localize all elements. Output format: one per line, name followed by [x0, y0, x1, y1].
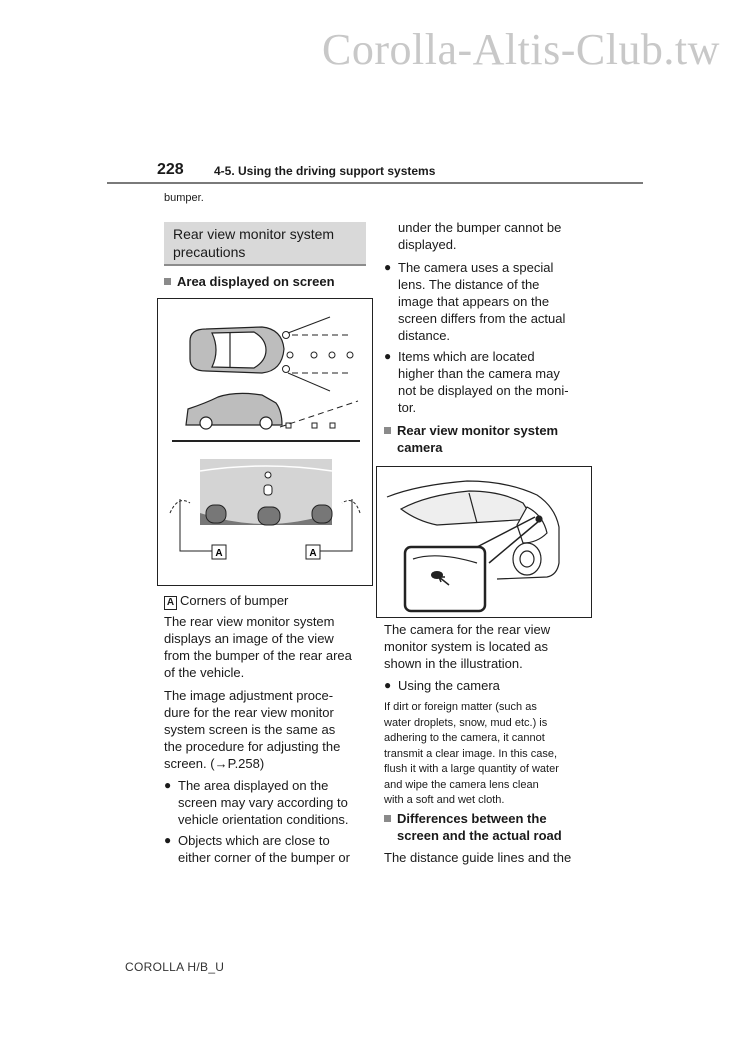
area-diagram-svg: [158, 299, 372, 585]
subheading-area-displayed: Area displayed on screen: [164, 273, 335, 290]
label-a-marker: [212, 545, 320, 559]
bullet-using-camera: ● Using the camera: [384, 678, 500, 693]
footer-model-code: COROLLA H/B_U: [125, 960, 225, 974]
section-title: 4-5. Using the driving support systems: [214, 164, 436, 178]
svg-text:A: A: [309, 548, 317, 559]
square-bullet-icon: [164, 278, 171, 285]
bullet-dot-icon: ●: [384, 260, 392, 274]
square-bullet-icon: [384, 815, 391, 822]
watermark: Corolla-Altis-Club.tw: [322, 25, 720, 74]
page-number: 228: [157, 161, 184, 178]
area-displayed-figure: [157, 298, 373, 586]
bullet-dot-icon: ●: [164, 778, 172, 792]
bullet-dot-icon: ●: [164, 833, 172, 847]
car-side-view-icon: [186, 393, 282, 429]
bullet-dot-icon: ●: [384, 349, 392, 363]
camera-location-svg: [377, 467, 591, 617]
continued-paragraph: under the bumper cannot be displayed.: [398, 220, 562, 252]
monitor-view-icon: [200, 459, 332, 525]
subheading-differences: Differences between the screen and the actual road: [384, 810, 562, 844]
subheading-camera: Rear view monitor system camera: [384, 422, 558, 456]
section-heading-line1: Rear view monitor system: [173, 226, 335, 242]
bullet-area-varies: ● The area displayed on the screen may vary according to vehicle orientation conditions.: [164, 778, 349, 827]
svg-text:A: A: [215, 548, 223, 559]
camera-closeup-icon: [405, 547, 485, 611]
paragraph-description: The rear view monitor system displays an image of the view from the bumper of the rear area of the vehicle.: [164, 614, 352, 680]
section-heading: [164, 222, 366, 266]
caption-label: A: [164, 596, 177, 610]
figure-caption: A Corners of bumper: [164, 592, 288, 610]
bullet-special-lens: ● The camera uses a special lens. The distance of the image that appears on the screen differs from the actual distance.: [384, 260, 566, 343]
camera-location-figure: [376, 466, 592, 618]
paragraph-adjustment: The image adjustment proce- dure for the rear view monitor system screen is the same as the procedure for adjusting the screen. (→P.258): [164, 688, 341, 771]
bullet-dot-icon: ●: [384, 678, 392, 692]
section-heading-line2: precautions: [173, 244, 246, 260]
car-top-view-icon: [190, 327, 284, 373]
square-bullet-icon: [384, 427, 391, 434]
continued-text: bumper.: [164, 192, 204, 204]
header-rule: [107, 182, 643, 184]
bullet-higher-items: ● Items which are located higher than the camera may not be displayed on the moni- tor.: [384, 349, 569, 415]
paragraph-distance-guide: The distance guide lines and the: [384, 850, 572, 865]
paragraph-camera-cleaning: If dirt or foreign matter (such as water droplets, snow, mud etc.) is adhering to the camera, it cannot transmit a clear image. In this case, flush it with a large quantity of water and wipe the camera lens clean with a soft and wet cloth.: [384, 701, 559, 806]
paragraph-camera-location: The camera for the rear view monitor system is located as shown in the illustration.: [384, 622, 551, 671]
bullet-objects-close: ● Objects which are close to either corner of the bumper or: [164, 833, 350, 865]
